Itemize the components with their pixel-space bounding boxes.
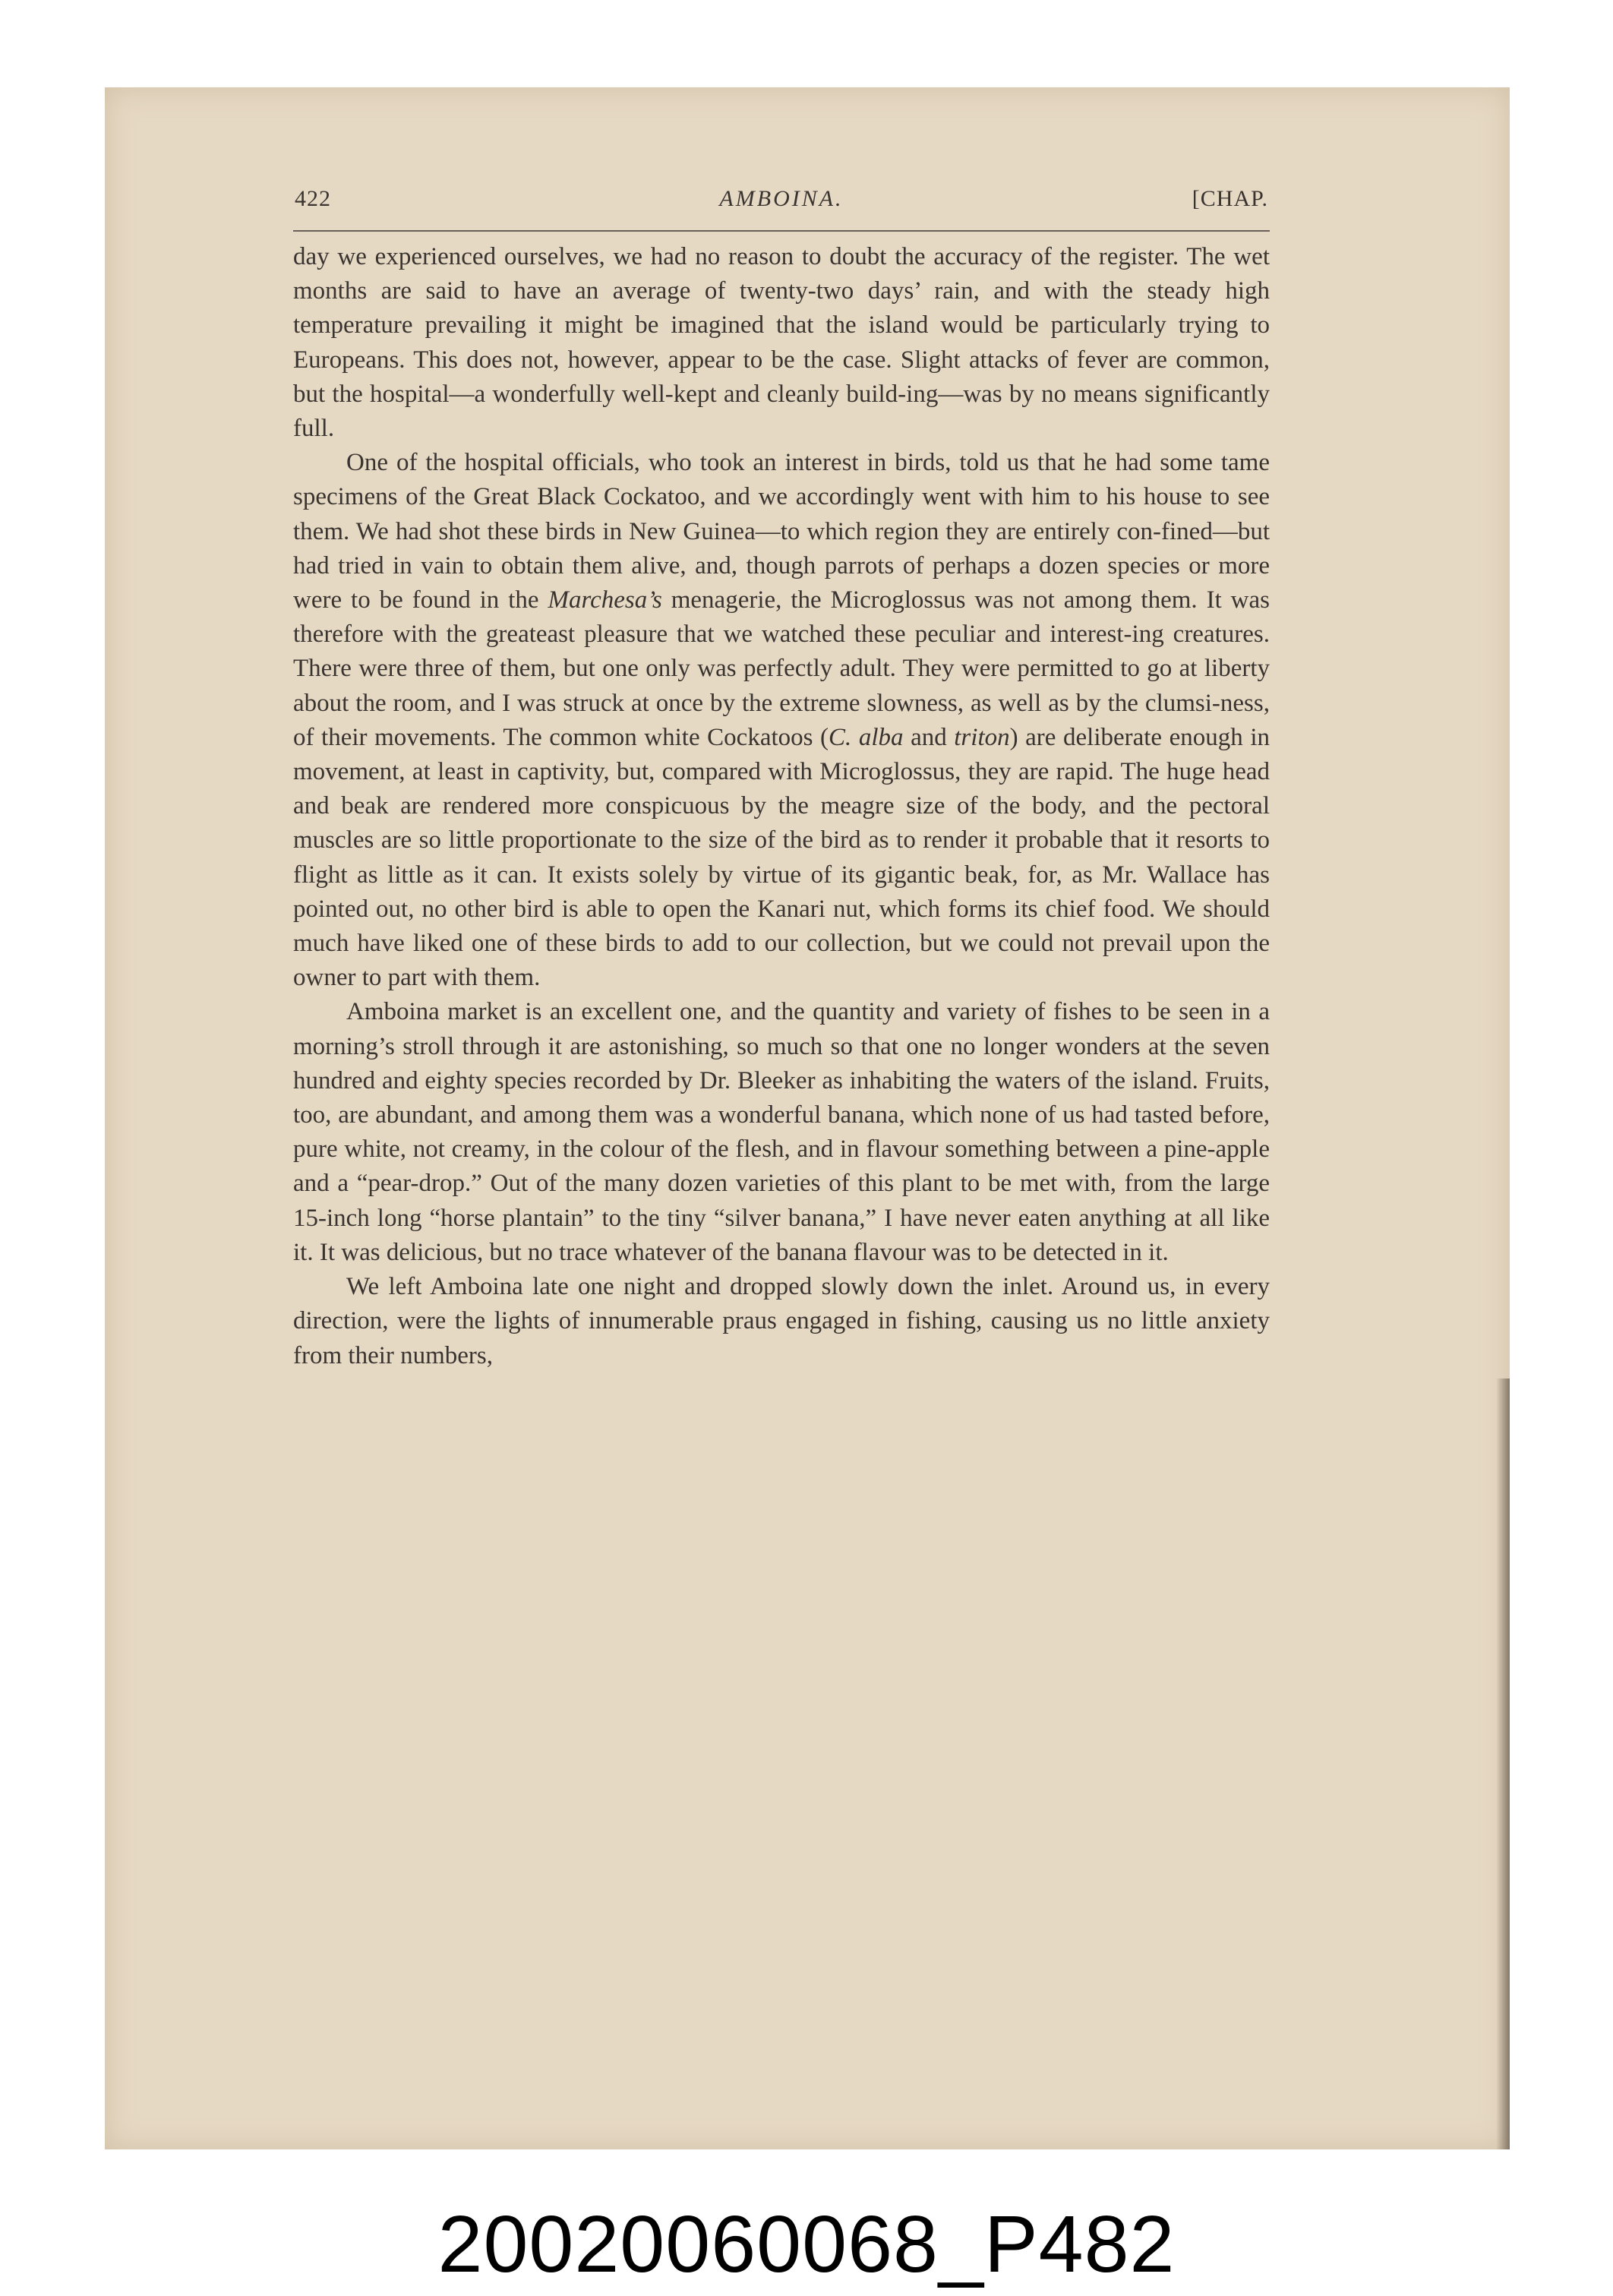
text-run: menagerie, the Microglossus was not among them. It was therefore with the greateast pleasure that we watched these peculiar and interest-ing creatures. There were three of them, but one only was perfectly adult. They were permitted to go at liberty about the room, and I was struck at once by the extreme slowness, as well as by the clumsi-ness, of their movements. The common white Cockatoos ( bbox=[293, 586, 1271, 751]
text-run: ) are deliberate enough in movement, at least in captivity, but, compared with Microglossus, they are rapid. The huge head and beak are rendered more conspicuous by the meagre size of the body, and the pectoral muscles are so little proportionate to the size of the bird as to render it probable that it resorts to flight as little as it can. It exists solely by virtue of its gigantic beak, for, as Mr. Wallace has pointed out, no other bird is able to open the Kanari nut, which forms its chief food. We should much have liked one of these birds to add to our collection, but we could not prevail upon the owner to part with them. bbox=[293, 723, 1270, 992]
paragraph bbox=[293, 1270, 1270, 1373]
header-rule bbox=[293, 230, 1270, 232]
page-number: 422 bbox=[295, 186, 331, 211]
page-edge-shadow bbox=[1496, 1379, 1510, 2149]
paragraph bbox=[293, 240, 1270, 446]
text-run: We left Amboina late one night and dropped slowly down the inlet. Around us, in every direction, were the lights of innumerable praus engaged in fishing, causing us no little anxiety from their numbers, bbox=[293, 1273, 1270, 1369]
text-run: One of the hospital officials, who took an interest in birds, told us that he had some tame specimens of the Great Black Cockatoo, and we accordingly went with him to his house to see them. We had shot these birds in New Guinea—to which region they are entirely con-fined—but had tried in vain to obtain them alive, and, though parrots of perhaps a dozen species or more were to be found in the bbox=[293, 449, 1270, 614]
running-head bbox=[295, 186, 1268, 224]
italic-text: triton bbox=[954, 723, 1010, 751]
catalog-id: 20020060068_P482 bbox=[437, 2200, 1176, 2289]
italic-text: C. alba bbox=[829, 723, 904, 751]
italic-text: Marchesa’s bbox=[548, 586, 662, 614]
paragraph bbox=[293, 995, 1270, 1270]
body-text bbox=[293, 240, 1270, 1373]
text-run: Amboina market is an excellent one, and the quantity and variety of fishes to be seen in a morning’s stroll through it are astonishing, so much so that one no longer wonders at the seven hundred and eighty species recorded by Dr. Bleeker as inhabiting the waters of the island. Fruits, too, are abundant, and among them was a wonderful banana, which none of us had tasted before, pure white, not creamy, in the colour of the flesh, and in flavour something between a pine-apple and a “pear-drop.” Out of the many dozen varieties of this plant to be met with, from the large 15-inch long “horse plantain” to the tiny “silver banana,” I have never eaten anything at all like it. It was delicious, but no trace whatever of the banana flavour was to be detected in it. bbox=[293, 998, 1270, 1266]
chapter-title: AMBOINA. bbox=[719, 186, 844, 211]
text-run: and bbox=[903, 723, 955, 751]
chapter-label: [CHAP. bbox=[1192, 186, 1268, 211]
paragraph bbox=[293, 446, 1270, 995]
text-run: day we experienced ourselves, we had no reason to doubt the accuracy of the register. The wet months are said to have an average of twenty-two days’ rain, and with the steady high temperature prevailing it might be imagined that the island would be particularly trying to Europeans. This does not, however, appear to be the case. Slight attacks of fever are common, but the hospital—a wonderfully well-kept and cleanly build-ing—was by no means significantly full. bbox=[293, 243, 1270, 443]
